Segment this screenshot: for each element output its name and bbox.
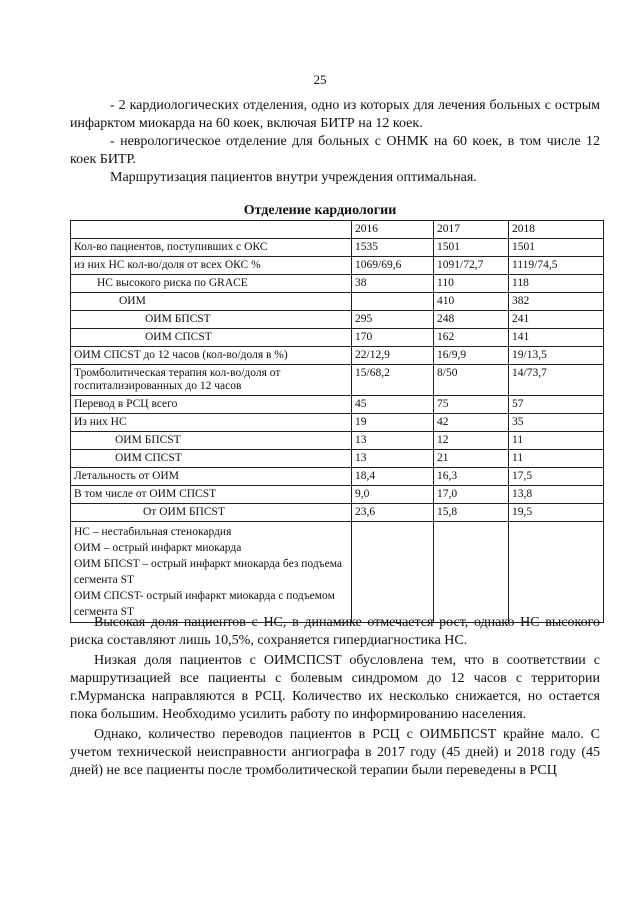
cell-value: 14/73,7 bbox=[509, 365, 604, 396]
cell-value: 38 bbox=[352, 275, 434, 293]
cell-value: 19/13,5 bbox=[509, 347, 604, 365]
table-row bbox=[71, 347, 604, 365]
cell-value: 15/68,2 bbox=[352, 365, 434, 396]
cell-value: 241 bbox=[509, 311, 604, 329]
cell-value: 170 bbox=[352, 329, 434, 347]
cell-value: 1119/74,5 bbox=[509, 257, 604, 275]
cell-value: 19 bbox=[352, 414, 434, 432]
cell-value: 42 bbox=[434, 414, 509, 432]
table-row bbox=[71, 414, 604, 432]
cell-value: 16/9,9 bbox=[434, 347, 509, 365]
table-row bbox=[71, 468, 604, 486]
row-label: Тромболитическая терапия кол-во/доля от госпитализированных до 12 часов bbox=[71, 365, 352, 396]
cell-value: 11 bbox=[509, 432, 604, 450]
row-label: НС высокого риска по GRACE bbox=[71, 275, 352, 293]
cell-value: 19,5 bbox=[509, 504, 604, 522]
header-empty-cell bbox=[71, 221, 352, 239]
legend-item: ОИМ БПСST – острый инфаркт миокарда без подъема сегмента ST bbox=[74, 558, 343, 586]
cell-value: 1501 bbox=[509, 239, 604, 257]
legend-item: ОИМ СПСST- острый инфаркт миокарда с подъемом сегмента ST bbox=[74, 590, 335, 618]
cell-value: 248 bbox=[434, 311, 509, 329]
cell-value: 16,3 bbox=[434, 468, 509, 486]
cell-value: 17,0 bbox=[434, 486, 509, 504]
row-label: ОИМ СПСST до 12 часов (кол-во/доля в %) bbox=[71, 347, 352, 365]
cell-value: 1091/72,7 bbox=[434, 257, 509, 275]
intro-item-neurology: - неврологическое отделение для больных с ОНМК на 60 коек, в том числе 12 коек БИТР. bbox=[70, 134, 600, 167]
conclusion-paragraph: Однако, количество переводов пациентов в РСЦ с ОИМБПСST крайне мало. С учетом технической неисправности ангиографа в 2017 году (45 дней) и 2018 году (45 дней) не все пациенты после тромболитической терапии были переведены в РСЦ bbox=[70, 727, 600, 778]
row-label: Из них НС bbox=[71, 414, 352, 432]
cell-value: 1535 bbox=[352, 239, 434, 257]
year-header: 2017 bbox=[434, 221, 509, 239]
row-label: ОИМ СПСST bbox=[71, 329, 352, 347]
intro-section bbox=[70, 97, 600, 187]
table-row bbox=[71, 293, 604, 311]
empty-cell bbox=[352, 522, 434, 623]
empty-cell bbox=[434, 522, 509, 623]
row-label: из них НС кол-во/доля от всех ОКС % bbox=[71, 257, 352, 275]
year-header: 2018 bbox=[509, 221, 604, 239]
cell-value: 35 bbox=[509, 414, 604, 432]
cell-value: 12 bbox=[434, 432, 509, 450]
cell-value: 410 bbox=[434, 293, 509, 311]
cell-value: 9,0 bbox=[352, 486, 434, 504]
page-number: 25 bbox=[313, 72, 327, 87]
conclusion-paragraph: Высокая доля пациентов с НС, в динамике отмечается рост, однако НС высокого риска составляют лишь 10,5%, сохраняется гипердиагностика НС. bbox=[70, 615, 600, 648]
table-legend-row bbox=[71, 522, 604, 623]
row-label: От ОИМ БПСST bbox=[71, 504, 352, 522]
table-row bbox=[71, 239, 604, 257]
cell-value: 75 bbox=[434, 396, 509, 414]
cell-value bbox=[352, 293, 434, 311]
row-label: В том числе от ОИМ СПСST bbox=[71, 486, 352, 504]
cell-value: 162 bbox=[434, 329, 509, 347]
table-row bbox=[71, 486, 604, 504]
table-row bbox=[71, 329, 604, 347]
table-row bbox=[71, 432, 604, 450]
row-label: ОИМ СПСST bbox=[71, 450, 352, 468]
table-row bbox=[71, 396, 604, 414]
cell-value: 18,4 bbox=[352, 468, 434, 486]
cell-value: 17,5 bbox=[509, 468, 604, 486]
abbreviation-legend bbox=[71, 522, 352, 623]
row-label: ОИМ БПСST bbox=[71, 432, 352, 450]
cell-value: 13 bbox=[352, 450, 434, 468]
cell-value: 141 bbox=[509, 329, 604, 347]
empty-cell bbox=[509, 522, 604, 623]
row-label: Перевод в РСЦ всего bbox=[71, 396, 352, 414]
cell-value: 8/50 bbox=[434, 365, 509, 396]
cell-value: 21 bbox=[434, 450, 509, 468]
cell-value: 110 bbox=[434, 275, 509, 293]
legend-item: ОИМ – острый инфаркт миокарда bbox=[74, 542, 242, 554]
intro-routing: Маршрутизация пациентов внутри учреждения оптимальная. bbox=[110, 170, 477, 185]
cell-value: 118 bbox=[509, 275, 604, 293]
table-row bbox=[71, 504, 604, 522]
table-row bbox=[71, 257, 604, 275]
cell-value: 22/12,9 bbox=[352, 347, 434, 365]
cell-value: 57 bbox=[509, 396, 604, 414]
row-label: Летальность от ОИМ bbox=[71, 468, 352, 486]
row-label: ОИМ bbox=[71, 293, 352, 311]
conclusions-section bbox=[70, 614, 600, 782]
row-label: ОИМ БПСST bbox=[71, 311, 352, 329]
cell-value: 295 bbox=[352, 311, 434, 329]
row-label: Кол-во пациентов, поступивших с ОКС bbox=[71, 239, 352, 257]
cell-value: 1501 bbox=[434, 239, 509, 257]
table-row bbox=[71, 365, 604, 396]
cell-value: 382 bbox=[509, 293, 604, 311]
cell-value: 45 bbox=[352, 396, 434, 414]
cell-value: 11 bbox=[509, 450, 604, 468]
table-header-row bbox=[71, 221, 604, 239]
table-row bbox=[71, 311, 604, 329]
table-row bbox=[71, 275, 604, 293]
cell-value: 1069/69,6 bbox=[352, 257, 434, 275]
legend-item: НС – нестабильная стенокардия bbox=[74, 526, 232, 538]
intro-item-cardiology: - 2 кардиологических отделения, одно из которых для лечения больных с острым инфарктом миокарда на 60 коек, включая БИТР на 12 коек. bbox=[70, 98, 600, 131]
cell-value: 13 bbox=[352, 432, 434, 450]
cell-value: 23,6 bbox=[352, 504, 434, 522]
cell-value: 13,8 bbox=[509, 486, 604, 504]
cell-value: 15,8 bbox=[434, 504, 509, 522]
conclusion-paragraph: Низкая доля пациентов с ОИМСПСST обусловлена тем, что в соответствии с маршрутизацией все пациенты с болевым синдромом до 12 часов с территории г.Мурманска направляются в РСЦ. Количество их несколько снижается, но остается пока большим. Необходимо усилить работу по информированию населения. bbox=[70, 653, 600, 722]
table-caption: Отделение кардиологии bbox=[243, 203, 397, 218]
cardiology-table bbox=[70, 220, 604, 623]
table-row bbox=[71, 450, 604, 468]
year-header: 2016 bbox=[352, 221, 434, 239]
